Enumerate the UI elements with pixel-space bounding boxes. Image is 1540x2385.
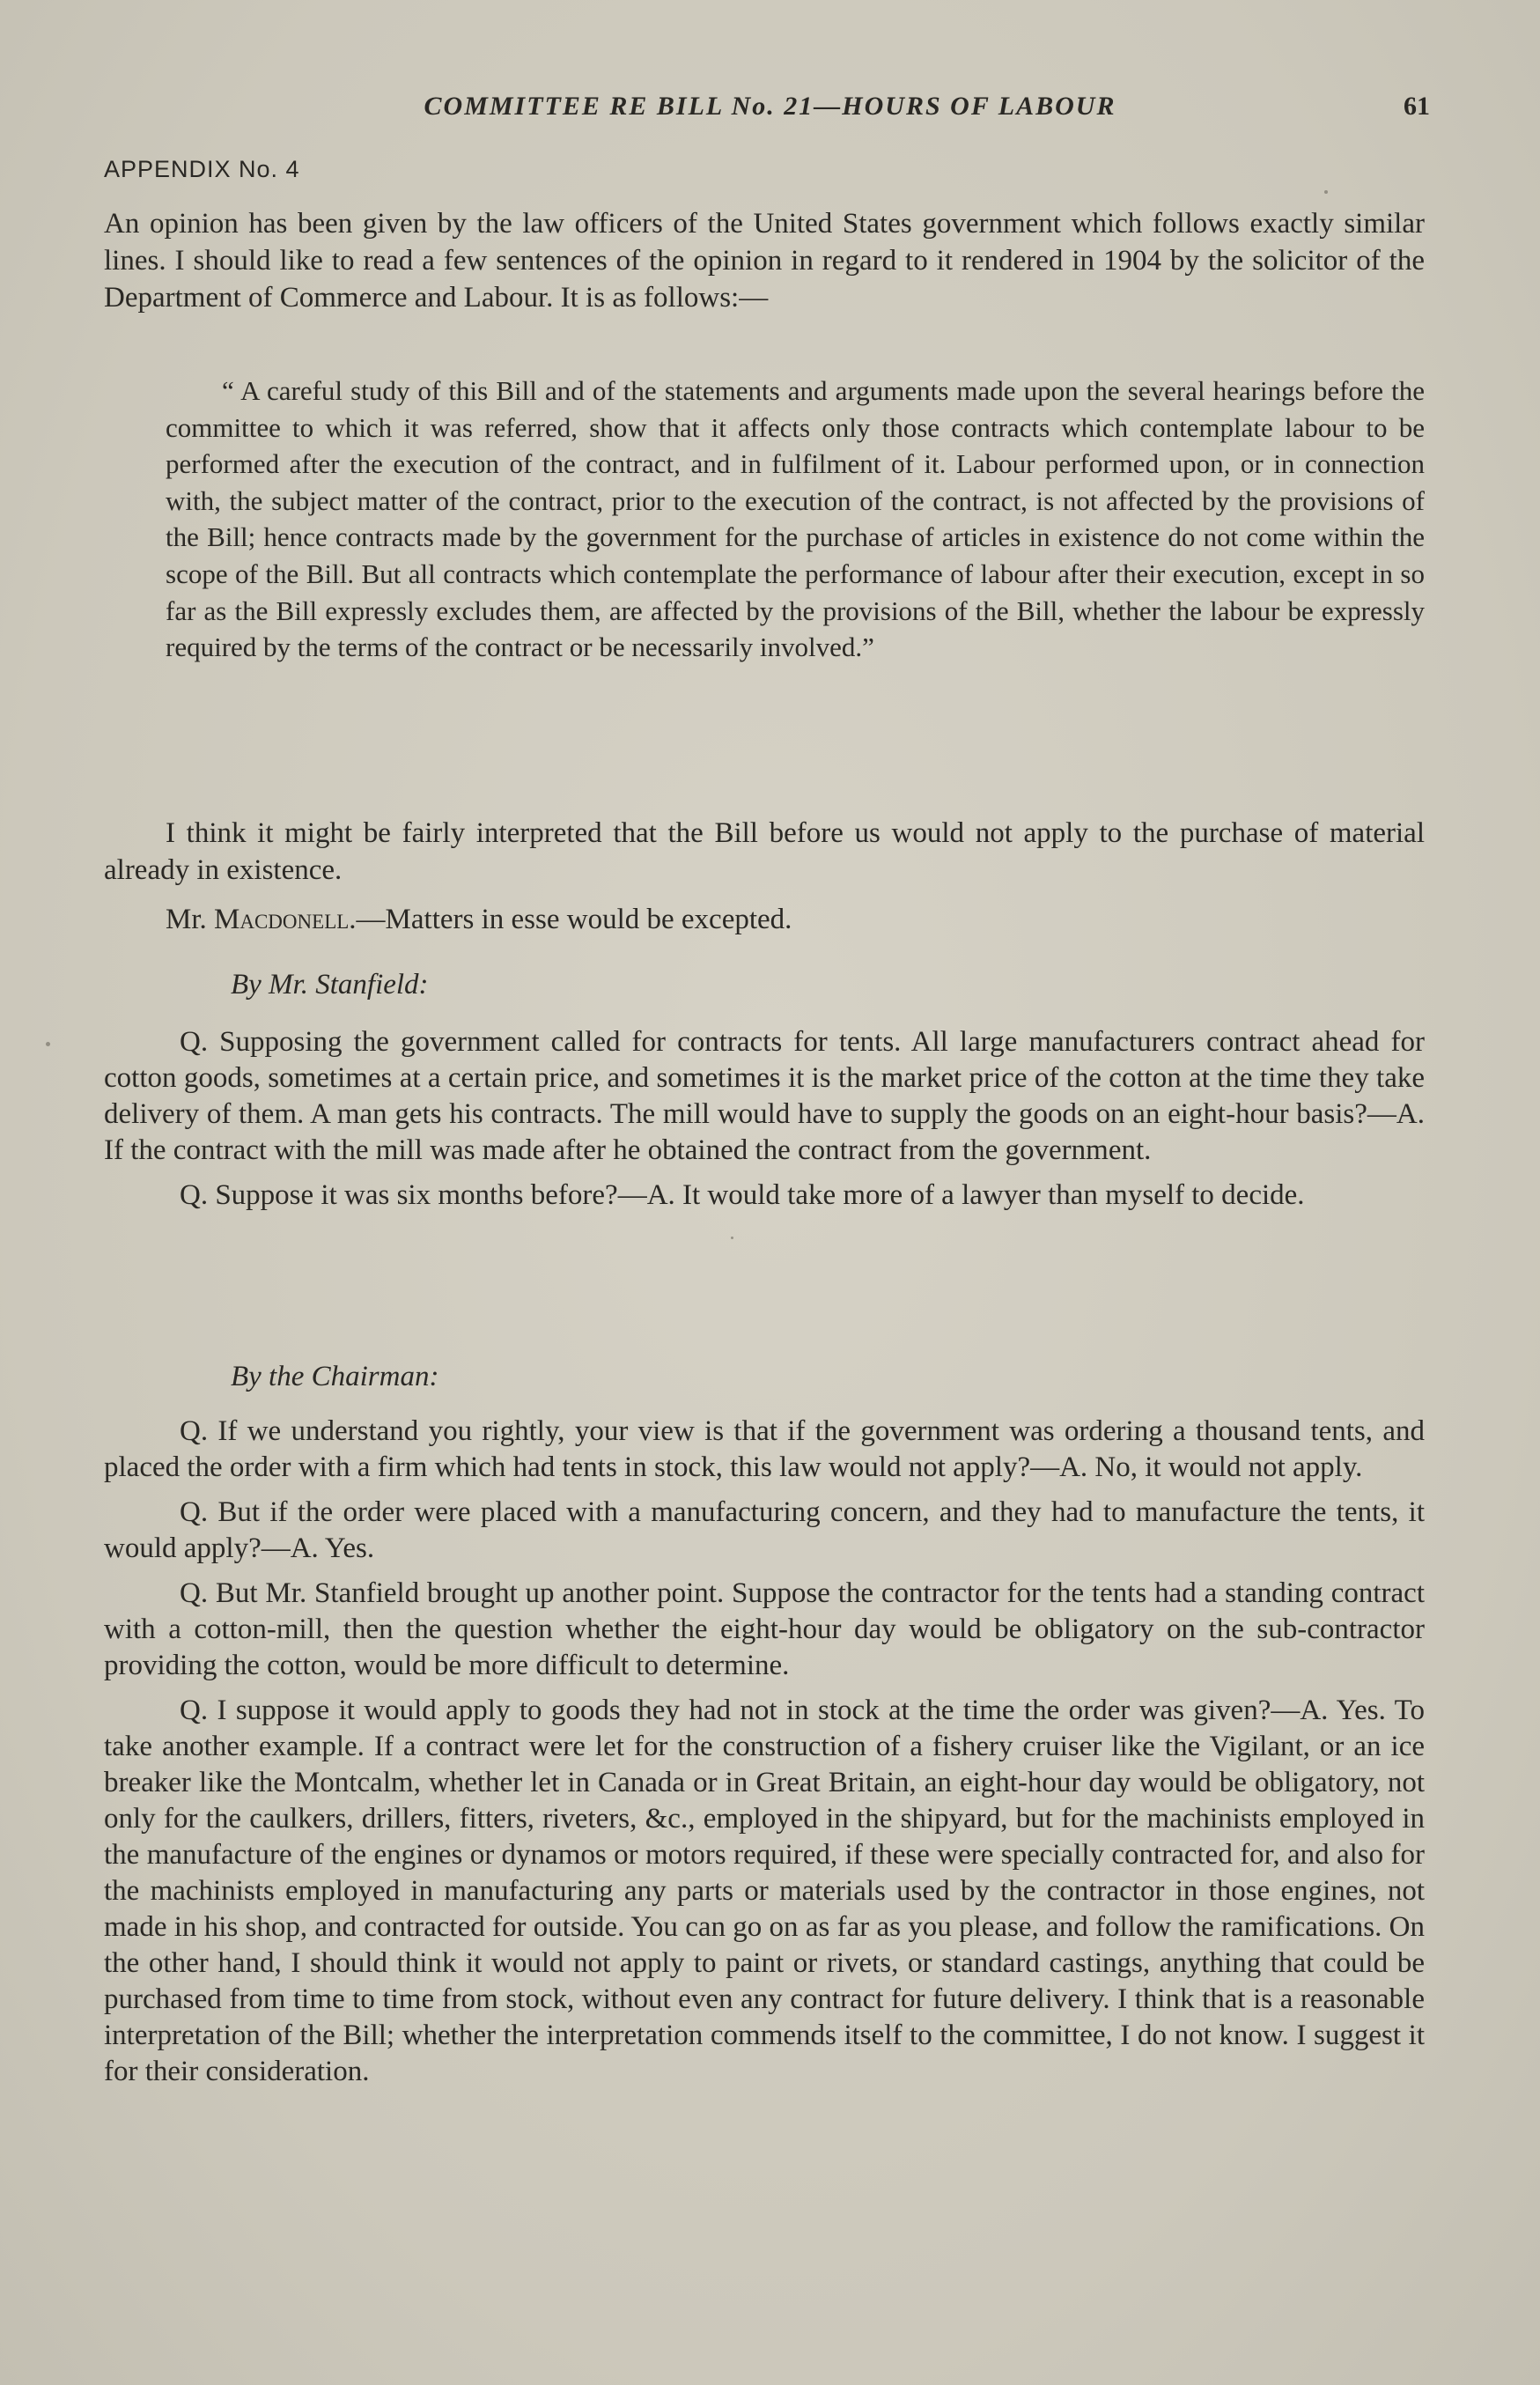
intro-block: [104, 205, 1425, 316]
speaker-name: Macdonell: [214, 904, 350, 935]
quote-paragraph: “ A careful study of this Bill and of the statements and arguments made upon the several hearings before the committee to which it was referred, show that it affects only those contracts which contemplate labour to be performed after the execution of the contract, and in fulfilment of it. Labour performed upon, or in connection with, the subject matter of the contract, prior to the execution of the contract, is not affected by the provisions of the Bill; hence contracts made by the government for the purchase of articles in existence do not come within the scope of the Bill. But all contracts which contemplate the performance of labour after their execution, except in so far as the Bill expressly excludes them, are affected by the provisions of the Bill, whether the labour be expressly required by the terms of the contract or be necessarily involved.”: [166, 375, 1425, 663]
paper-speck: [1324, 190, 1328, 194]
macdonell-remark: [104, 901, 1425, 938]
qa-paragraph: Q. I suppose it would apply to goods they had not in stock at the time the order was given?—A. Yes. To take another example. If a contract were let for the construction of a fishery cruiser like the Vigilant, or an ice breaker like the Montcalm, whether let in Canada or in Great Britain, an eight-hour day would be obligatory, not only for the caulkers, drillers, fitters, riveters, &c., employed in the shipyard, but for the machinists employed in the manufacture of the engines or dynamos or motors required, if these were specially contracted for, and also for the machinists employed in manufacturing any parts or materials used by the contractor in those engines, not made in his shop, and contracted for outside. You can go on as far as you please, and follow the ramifications. On the other hand, I should think it would not apply to paint or rivets, or standard castings, anything that could be purchased from time to time from stock, without even any contract for future delivery. I think that is a reasonable interpretation of the Bill; whether the interpretation commends itself to the committee, I do not know. I suggest it for their consideration.: [104, 1695, 1425, 2087]
stanfield-qa: [104, 1024, 1425, 1222]
page-number: 61: [1404, 92, 1430, 121]
chairman-qa: [104, 1414, 1425, 2099]
macdonell-prefix: Mr.: [166, 904, 215, 935]
intro-paragraph: An opinion has been given by the law officers of the United States government which follows exactly similar lines. I should like to read a few sentences of the opinion in regard to it rendered in 1904 by the solicitor of the Department of Commerce and Labour. It is as follows:—: [104, 208, 1425, 314]
section-heading-chairman: By the Chairman:: [231, 1361, 439, 1392]
after-quote-block: [104, 815, 1425, 889]
appendix-label: APPENDIX No. 4: [104, 156, 300, 182]
paper-speck: [46, 1042, 50, 1046]
qa-paragraph: Q. Suppose it was six months before?—A. It would take more of a lawyer than myself to decide.: [180, 1179, 1305, 1211]
running-head: COMMITTEE RE BILL No. 21—HOURS OF LABOUR: [424, 92, 1116, 121]
quoted-opinion: [166, 373, 1425, 666]
qa-paragraph: Q. But Mr. Stanfield brought up another point. Suppose the contractor for the tents had a standing contract with a cotton-mill, then the question whether the eight-hour day would be obligatory on the sub-contractor providing the cotton, would be more difficult to determine.: [104, 1577, 1425, 1681]
after-quote-paragraph: I think it might be fairly interpreted that the Bill before us would not apply to the purchase of material already in existence.: [104, 817, 1425, 886]
qa-paragraph: Q. If we understand you rightly, your view is that if the government was ordering a thousand tents, and placed the order with a firm which had tents in stock, this law would not apply?—A. No, it would not apply.: [104, 1415, 1425, 1483]
section-heading-stanfield: By Mr. Stanfield:: [231, 969, 429, 1001]
qa-paragraph: Q. Supposing the government called for contracts for tents. All large manufacturers contract ahead for cotton goods, sometimes at a certain price, and sometimes it is the market price of the cotton at the time they take delivery of them. A man gets his contracts. The mill would have to supply the goods on an eight-hour basis?—A. If the contract with the mill was made after he obtained the contract from the government.: [104, 1026, 1425, 1166]
paper-speck: [731, 1237, 733, 1239]
qa-paragraph: Q. But if the order were placed with a manufacturing concern, and they had to manufacture the tents, it would apply?—A. Yes.: [104, 1496, 1425, 1564]
macdonell-text: .—Matters in esse would be excepted.: [349, 904, 792, 935]
